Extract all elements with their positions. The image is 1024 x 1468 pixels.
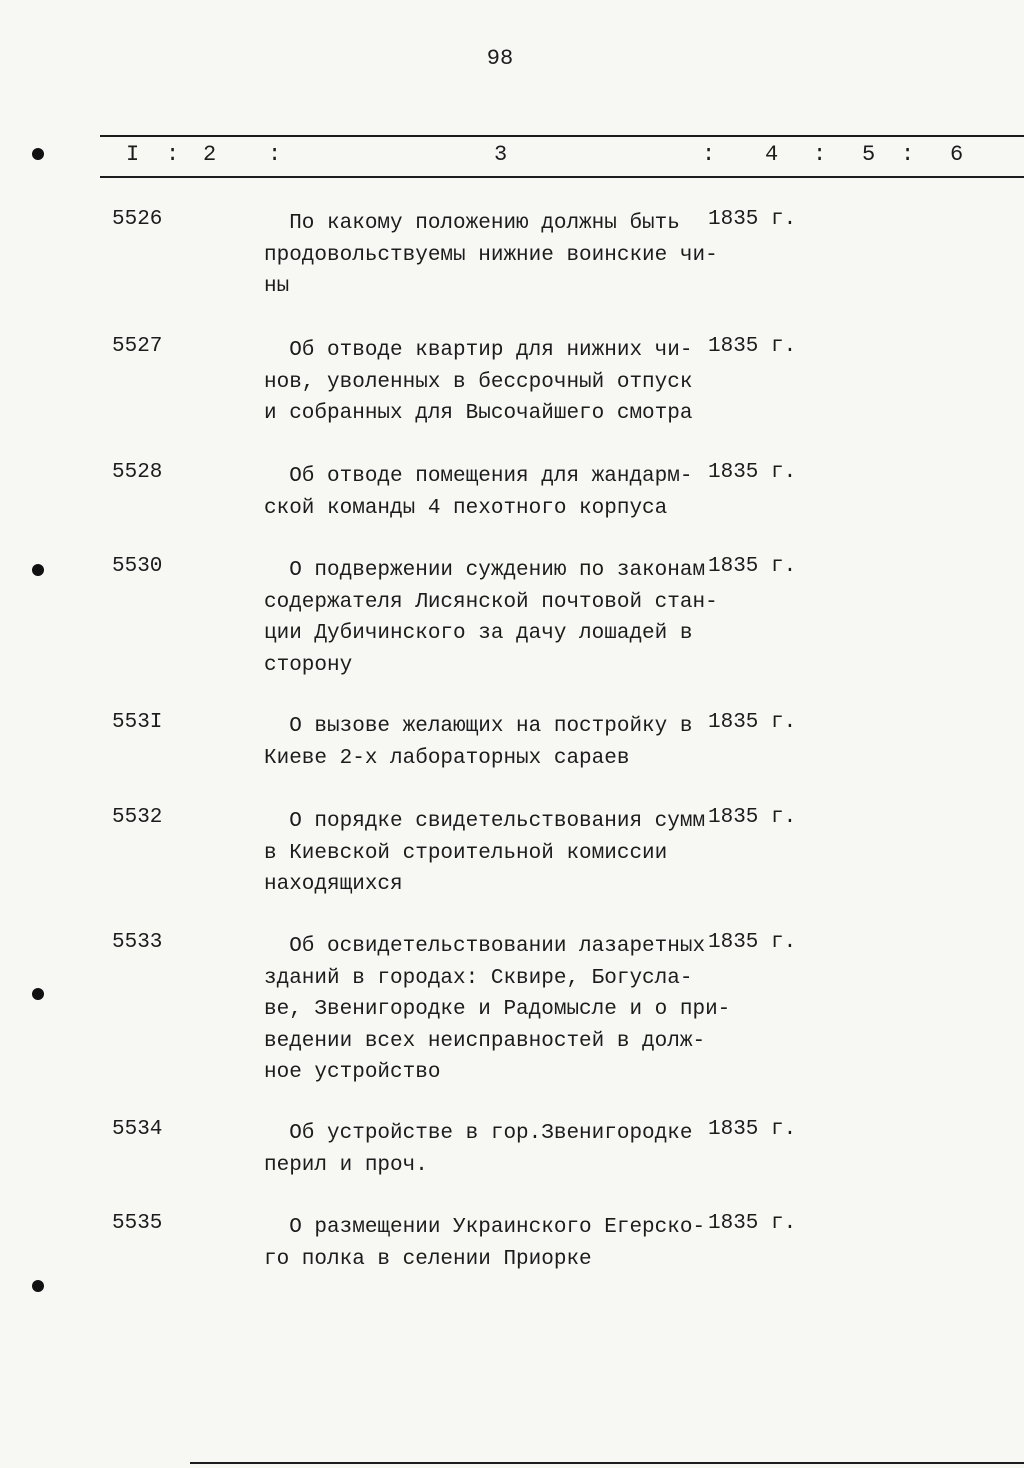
entry-title: Об отводе квартир для нижних чи- нов, уволенных в бессрочный отпуск и собранных для Высочайшего смотра bbox=[264, 339, 693, 425]
binding-hole bbox=[32, 1280, 44, 1292]
entry-number: 5534 bbox=[112, 1118, 163, 1141]
header-col-4: 4 bbox=[765, 142, 779, 167]
entry-year: 1835 г. bbox=[708, 461, 797, 484]
entry-number: 5532 bbox=[112, 806, 163, 829]
header-separator: : bbox=[268, 142, 282, 167]
header-col-1: I bbox=[126, 142, 140, 167]
entry-number: 5533 bbox=[112, 931, 163, 954]
header-separator: : bbox=[166, 142, 180, 167]
entry-title: Об устройстве в гор.Звенигородке перил и проч. bbox=[264, 1122, 693, 1177]
bottom-rule bbox=[190, 1462, 1024, 1464]
header-col-5: 5 bbox=[862, 142, 876, 167]
entry-number: 5535 bbox=[112, 1212, 163, 1235]
entry-title: Об освидетельствовании лазаретных зданий в городах: Сквире, Богусла- ве, Звенигородке и Радомысле и о при- ведении всех неисправностей в долж- ное устройство bbox=[264, 935, 731, 1084]
entry-number: 553I bbox=[112, 711, 163, 734]
header-separator: : bbox=[813, 142, 827, 167]
page-number: 98 bbox=[486, 46, 514, 71]
header-col-6: 6 bbox=[950, 142, 964, 167]
entry-year: 1835 г. bbox=[708, 806, 797, 829]
binding-hole bbox=[32, 148, 44, 160]
binding-hole bbox=[32, 564, 44, 576]
header-col-2: 2 bbox=[203, 142, 217, 167]
binding-hole bbox=[32, 988, 44, 1000]
entry-number: 5527 bbox=[112, 335, 163, 358]
entry-year: 1835 г. bbox=[708, 1212, 797, 1235]
header-separator: : bbox=[702, 142, 716, 167]
header-bottom-rule bbox=[100, 176, 1024, 178]
entry-title: Об отводе помещения для жандарм- ской команды 4 пехотного корпуса bbox=[264, 465, 693, 520]
entry-year: 1835 г. bbox=[708, 208, 797, 231]
entry-title: О вызове желающих на постройку в Киеве 2-х лабораторных сараев bbox=[264, 715, 693, 770]
entry-title: О размещении Украинского Егерско- го полка в селении Приорке bbox=[264, 1216, 706, 1271]
entry-year: 1835 г. bbox=[708, 711, 797, 734]
entry-year: 1835 г. bbox=[708, 555, 797, 578]
header-col-3: 3 bbox=[494, 142, 508, 167]
entry-title: По какому положению должны быть продовольствуемы нижние воинские чи- ны bbox=[264, 212, 718, 298]
entry-title: О порядке свидетельствования сумм в Киевской строительной комиссии находящихся bbox=[264, 810, 706, 896]
entry-year: 1835 г. bbox=[708, 1118, 797, 1141]
header-separator: : bbox=[901, 142, 915, 167]
entry-year: 1835 г. bbox=[708, 335, 797, 358]
entry-number: 5528 bbox=[112, 461, 163, 484]
entry-number: 5530 bbox=[112, 555, 163, 578]
header-top-rule bbox=[100, 135, 1024, 137]
entry-title: О подвержении суждению по законам содержателя Лисянской почтовой стан- ции Дубичинского за дачу лошадей в сторону bbox=[264, 559, 718, 677]
entry-year: 1835 г. bbox=[708, 931, 797, 954]
entry-number: 5526 bbox=[112, 208, 163, 231]
